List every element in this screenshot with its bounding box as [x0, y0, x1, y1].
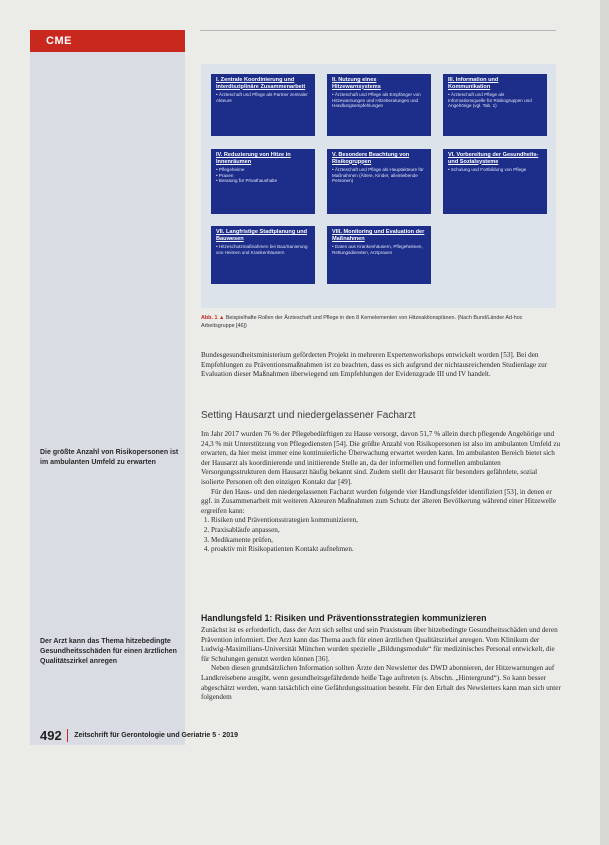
section2-paragraph-1: Zunächst ist es erforderlich, dass der Arzt sich selbst und sein Praxisteam über hitzebedingte Gesundheitsschäden und deren Prävention informiert. Der Arzt kann das Thema auch für einen ärztlichen Qualitätszirkel anregen. Vom Klinikum der Ludwig-Maximilians-Universität München wurden spezielle „Bildungsmodule“ für medizinisches Personal entwickelt, die für Schulungen genutzt werden können [36].: [201, 626, 558, 663]
section1-body: [201, 430, 561, 555]
figure-box-6: [443, 149, 547, 214]
intro-text: Bundesgesundheitsministerium geförderten Projekt in mehreren Expertenworkshops entwickelt worden [53]. Bei den Empfehlungen zu Präventionsmaßnahmen ist zu beachten, dass es sich aufgrund der nichtausreichenden Studienlage zur Evaluation dieser Maßnahmen überwiegend um Empfehlungen der Evidenzgrade III und IV handelt.: [201, 351, 548, 379]
figure-box-title: III. Information und Kommunikation: [448, 77, 499, 90]
figure-box-1: [211, 74, 315, 136]
section1-paragraph-1: Im Jahr 2017 wurden 76 % der Pflegebedürftigen zu Hause versorgt, davon 51,7 % allein durch pflegende Angehörige und 24,3 % mit Unterstützung von Pflegediensten [54]. Die größte Anzahl von Risikopersonen ist also im ambulanten Umfeld zu erwarten, da hier meist immer eine kontinuierliche Überwachung erwartet werden kann. Im ambulanten Bereich bietet sich der Hausarzt als koordinierende und initiierende Stelle an, da der informellen und formellen ambulanten Versorgungsstrukturen dem Hausarzt häufig bekannt sind. Zudem stellt der Hausarzt für besonders gefährdete, sozial isolierte Personen oft den einzigen Kontakt dar [49].: [201, 430, 561, 486]
figure-box-item: • Hitzeschutzmaßnahmen bei Bau/Sanierung von Heimen und Krankenhäusern: [216, 244, 310, 255]
caption-text: Beispielhafte Rollen der Ärzteschaft und Pflege in den 8 Kernelementen von Hitzeaktionsplänen. (Nach Bund/Länder Ad-hoc Arbeitsgruppe [46]): [201, 315, 523, 329]
section1-paragraph-2: Für den Haus- und den niedergelassenen Facharzt wurden folgende vier Handlungsfelder identifiziert [53], in denen er ggf. in Zusammenarbeit mit weiteren Akteuren Maßnahmen zum Schutz der älteren Bevölkerung während einer Hitzewelle ergreifen kann:: [201, 487, 557, 515]
caption-label: Abb. 1 ▲: [201, 315, 225, 321]
figure-panel: [201, 64, 556, 308]
list-item: 4. proaktiv mit Risikopatienten Kontakt aufnehmen.: [211, 545, 561, 555]
figure-box-item: • Beratung für Privathaushalte: [216, 178, 310, 184]
section-heading-field-1: Handlungsfeld 1: Risiken und Präventionsstrategien kommunizieren: [201, 613, 487, 623]
figure-box-title: VIII. Monitoring und Evaluation der Maßnahmen: [332, 229, 425, 242]
section-heading-setting: Setting Hausarzt und niedergelassener Facharzt: [201, 410, 416, 421]
action-field-list: [201, 516, 561, 554]
figure-box-title: IV. Reduzierung von Hitze in Innenräumen: [216, 152, 291, 165]
figure-box-item: • Ärzteschaft und Pflege als Partner zentraler Akteure: [216, 92, 310, 103]
page-number: 492: [40, 727, 62, 743]
figure-box-title: I. Zentrale Koordinierung und interdisziplinäre Zusammenarbeit: [216, 77, 306, 90]
figure-box-2: [327, 74, 431, 136]
figure-box-item: • Daten aus Krankenhäusern, Pflegeheimen, Rettungsdiensten, Arztpraxen: [332, 244, 426, 255]
margin-note-2: Der Arzt kann das Thema hitzebedingte Gesundheitsschäden für einen ärztlichen Qualitätszirkel anregen: [40, 638, 177, 665]
footer-separator: [67, 729, 69, 742]
header-rule: [200, 30, 556, 53]
figure-box-5: [327, 149, 431, 214]
figure-box-8: [327, 226, 431, 284]
list-item: 1. Risiken und Präventionsstrategien kommunizieren,: [211, 516, 561, 526]
figure-box-title: VII. Langfristige Stadtplanung und Bauwesen: [216, 229, 308, 242]
intro-paragraph: [201, 351, 561, 380]
margin-note-1: Die größte Anzahl von Risikopersonen ist im ambulanten Umfeld zu erwarten: [40, 449, 179, 466]
figure-box-7: [211, 226, 315, 284]
figure-box-item: • Praxen: [216, 173, 310, 179]
page-footer: [40, 727, 370, 743]
figure-box-item: • Ärzteschaft und Pflege als Informationsquelle für Risikogruppen und Angehörige (vgl. Tab. 1): [448, 92, 542, 109]
journal-name: Zeitschrift für Gerontologie und Geriatrie 5 · 2019: [74, 731, 238, 739]
figure-box-item: • Schulung und Fortbildung von Pflege: [448, 167, 542, 173]
figure-box-4: [211, 149, 315, 214]
figure-caption: [201, 314, 556, 330]
figure-box-item: • Pflegeheime: [216, 167, 310, 173]
figure-box-title: V. Besondere Beachtung von Risikogruppen: [332, 152, 410, 165]
figure-box-item: • Ärzteschaft und Pflege als Empfänger von Hitzewarnungen und Hitzeberatungen und Handlungsempfehlungen: [332, 92, 426, 109]
section-label: CME: [30, 30, 185, 52]
section2-paragraph-2: Neben diesen grundsätzlichen Information sollten Ärzte den Newsletter des DWD abonnieren, der Hitzewarnungen auf Landkreisebene ausgibt, wenn gesundheitsgefährdende heiße Tage auftreten (s. Abschn. „Hintergrund“). So kann besser abgeschätzt werden, wann tatsächlich eine Gefährdungssituation besteht. Für den Erhalt des Newsletters kann man sich unter folgendem: [201, 664, 561, 702]
figure-box-3: [443, 74, 547, 136]
list-item: 2. Praxisabläufe anpassen,: [211, 526, 561, 536]
figure-box-title: II. Nutzung eines Hitzewarnsystems: [332, 77, 381, 90]
figure-box-title: VI. Vorbereitung der Gesundheits- und Sozialsysteme: [448, 152, 539, 165]
section2-body: [201, 626, 561, 703]
figure-box-item: • Ärzteschaft und Pflege als Hauptakteure für Maßnahmen (Ältere, Kinder, alleinlebende Personen): [332, 167, 426, 184]
list-item: 3. Medikamente prüfen,: [211, 536, 561, 546]
